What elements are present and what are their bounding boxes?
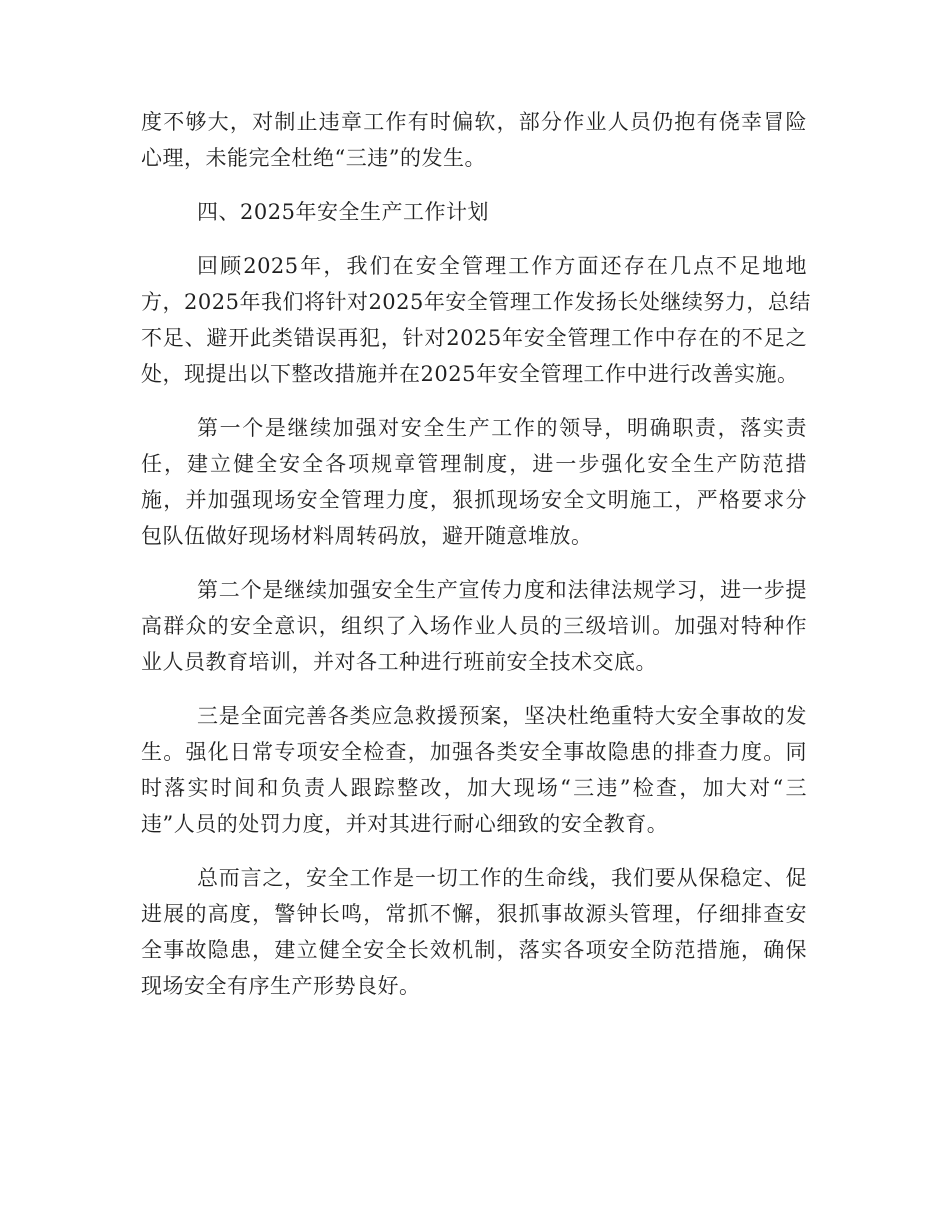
text-line: 违”人员的处罚力度，并对其进行耐心细致的安全教育。 <box>141 812 669 836</box>
text-line: 高群众的安全意识，组织了入场作业人员的三级培训。加强对特种作 <box>141 614 807 638</box>
text-line: 回顾2025年，我们在安全管理工作方面还存在几点不足地地 <box>197 254 807 278</box>
text-line: 生。强化日常专项安全检查，加强各类安全事故隐患的排查力度。同 <box>141 740 807 764</box>
text-line: 度不够大，对制止违章工作有时偏软，部分作业人员仍抱有侥幸冒险 <box>141 110 807 134</box>
text-line: 总而言之，安全工作是一切工作的生命线，我们要从保稳定、促 <box>197 866 807 890</box>
text-line: 方，2025年我们将针对2025年安全管理工作发扬长处继续努力，总结 <box>141 290 811 314</box>
text-line: 进展的高度，警钟长鸣，常抓不懈，狠抓事故源头管理，仔细排查安 <box>141 902 807 926</box>
section-heading <box>141 194 807 230</box>
text-line: 业人员教育培训，并对各工种进行班前安全技术交底。 <box>141 650 657 674</box>
heading-text: 四、2025年安全生产工作计划 <box>197 200 489 224</box>
text-line: 时落实时间和负责人跟踪整改，加大现场“三违”检查，加大对“三 <box>141 776 807 800</box>
text-line: 不足、避开此类错误再犯，针对2025年安全管理工作中存在的不足之 <box>141 326 807 350</box>
text-line: 任，建立健全安全各项规章管理制度，进一步强化安全生产防范措 <box>141 452 807 476</box>
paragraph-point-one <box>141 410 807 554</box>
document-page <box>141 104 811 1022</box>
paragraph-continuation <box>141 104 807 176</box>
text-line: 全事故隐患，建立健全安全长效机制，落实各项安全防范措施，确保 <box>141 938 807 962</box>
text-line: 施，并加强现场安全管理力度，狠抓现场安全文明施工，严格要求分 <box>141 488 807 512</box>
paragraph-point-two <box>141 572 807 680</box>
paragraph-point-three <box>141 698 807 842</box>
paragraph-conclusion <box>141 860 807 1004</box>
text-line: 包队伍做好现场材料周转码放，避开随意堆放。 <box>141 524 593 548</box>
text-line: 三是全面完善各类应急救援预案，坚决杜绝重特大安全事故的发 <box>197 704 807 728</box>
text-line: 心理，未能完全杜绝“三违”的发生。 <box>141 146 486 170</box>
text-line: 处，现提出以下整改措施并在2025年安全管理工作中进行改善实施。 <box>141 362 799 386</box>
text-line: 现场安全有序生产形势良好。 <box>141 974 421 998</box>
text-line: 第二个是继续加强安全生产宣传力度和法律法规学习，进一步提 <box>197 578 807 602</box>
paragraph-review <box>141 248 811 392</box>
text-line: 第一个是继续加强对安全生产工作的领导，明确职责，落实责 <box>197 416 807 440</box>
